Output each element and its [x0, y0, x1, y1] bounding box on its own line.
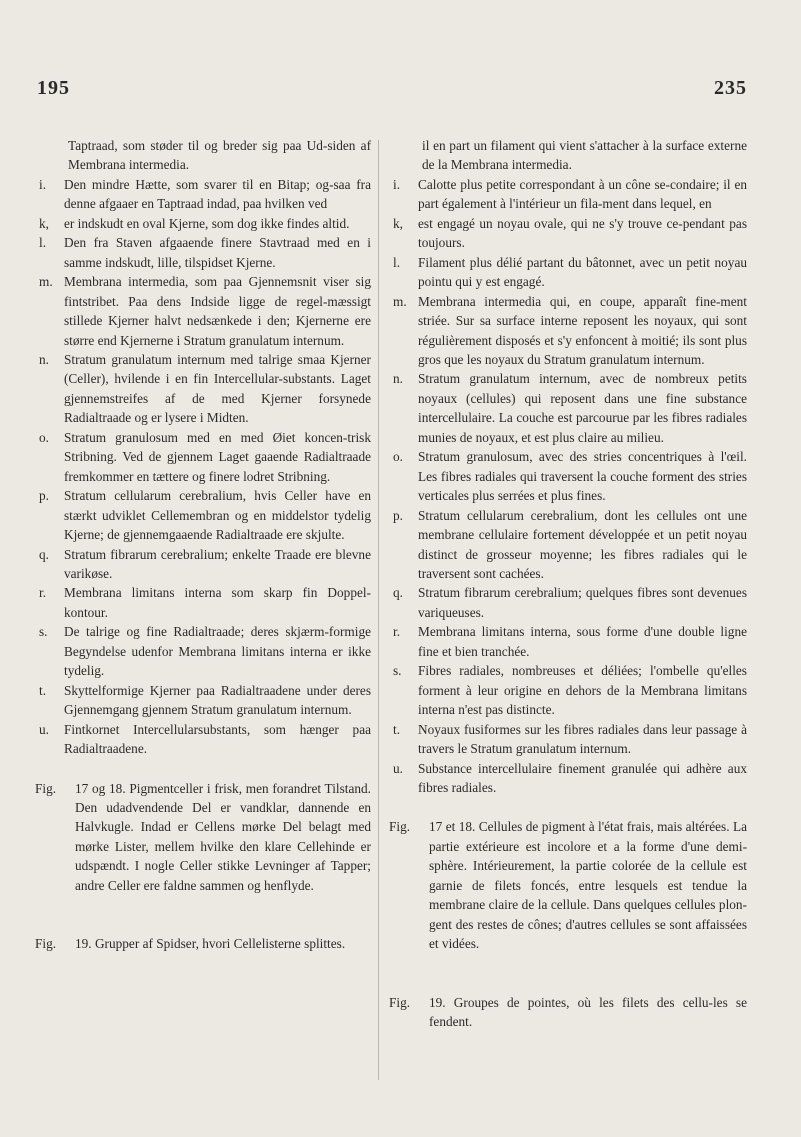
danish-column — [35, 136, 371, 954]
legend-entry — [35, 350, 371, 428]
legend-entry — [35, 486, 371, 544]
entry-label: k, — [39, 215, 49, 231]
entry-text: Membrana limitans interna, sous forme d'une double ligne fine et bien tranchée. — [418, 624, 747, 659]
legend-entry — [35, 233, 371, 272]
legend-entry — [389, 175, 747, 214]
intro-paragraph: il en part un filament qui vient s'attacher à la surface externe de la Membrana intermedia. — [422, 138, 747, 173]
legend-entry — [35, 545, 371, 584]
entry-text: Stratum cellularum cerebralium, dont les cellules ont une membrane cellulaire fortement développée et un petit noyau distinct de grosseur moyenne; les fibres radiales qui le traversent sont cachées. — [418, 507, 747, 581]
entry-label: r. — [39, 585, 47, 601]
entry-label: q. — [393, 585, 403, 601]
entry-label: i. — [39, 176, 47, 192]
entry-label: l. — [39, 235, 47, 251]
entry-text: Skyttelformige Kjerner paa Radialtraadene under deres Gjennemgang gjennem Stratum granulatum internum. — [64, 682, 371, 718]
page-number-right: 235 — [714, 77, 747, 99]
column-divider — [378, 140, 379, 1080]
entry-text: Fintkornet Intercellularsubstants, som hænger paa Radialtraadene. — [64, 721, 371, 757]
entry-label: m. — [393, 293, 407, 309]
legend-entry — [35, 214, 371, 233]
legend-entry — [389, 253, 747, 292]
entry-label: t. — [39, 682, 47, 698]
french-column — [389, 136, 747, 1031]
entry-text: Stratum fibrarum cerebralium; enkelte Traade ere blevne varikøse. — [64, 546, 371, 581]
entry-label: s. — [39, 624, 48, 640]
legend-entry — [389, 583, 747, 622]
legend-entry — [389, 661, 747, 719]
entry-label: u. — [393, 760, 403, 776]
entry-label: t. — [393, 721, 401, 737]
entry-label: l. — [393, 254, 401, 270]
legend-entry — [389, 506, 747, 584]
legend-entry — [389, 622, 747, 661]
entry-text: est engagé un noyau ovale, qui ne s'y trouve ce-pendant pas toujours. — [418, 215, 747, 251]
entry-text: Membrana limitans interna som skarp fin Doppel-kontour. — [64, 585, 371, 620]
legend-entry — [35, 272, 371, 350]
entry-text: Membrana intermedia qui, en coupe, apparaît fine-ment striée. Sur sa surface interne reposent les noyaux, qui sont régulièrement disposés et s'y enfoncent à moitié; ils sont plus gros que les noyaux du Stratum granulatum internum. — [418, 293, 747, 367]
legend-entry — [35, 622, 371, 680]
entry-label: q. — [39, 546, 49, 562]
entry-text: er indskudt en oval Kjerne, som dog ikke findes altid. — [64, 215, 350, 231]
figure-label: Fig. — [35, 936, 57, 952]
entry-label: o. — [39, 429, 49, 445]
figure-text: 17 et 18. Cellules de pigment à l'état frais, mais altérées. La partie extérieure est incolore et a la forme d'une demi-sphère. Intérieurement, la partie colorée de la cellule est garnie de filets foncés, entre lesquels est tendue la membrane claire de la cellule. Dans quelques cellules plon-gent des restes de cônes; d'autres cellules se sont affaissées et vidées. — [429, 819, 747, 952]
entry-text: Calotte plus petite correspondant à un cône se-condaire; il en part également à l'intérieur un fila-ment dans lequel, en — [418, 176, 747, 212]
entry-label: i. — [393, 176, 401, 192]
legend-entry — [389, 447, 747, 505]
entry-text: Filament plus délié partant du bâtonnet, avec un petit noyau pointu qui y est engagé. — [418, 254, 747, 290]
legend-entry — [35, 428, 371, 486]
legend-entry — [35, 583, 371, 622]
figure-label: Fig. — [389, 819, 411, 835]
entry-text: Stratum granulosum, avec des stries concentriques à l'œil. Les fibres radiales qui traversent la couche forment des stries verticales plus serrées et plus fines. — [418, 449, 747, 504]
figure-text: 19. Groupes de pointes, où les filets des cellu-les se fendent. — [429, 994, 747, 1030]
entry-text: Substance intercellulaire finement granulée qui adhère aux fibres radiales. — [418, 760, 747, 795]
figure-label: Fig. — [35, 780, 57, 796]
figure-caption — [35, 779, 371, 896]
entry-label: o. — [393, 449, 403, 465]
figure-caption — [35, 934, 371, 953]
entry-text: Membrana intermedia, som paa Gjennemsnit viser sig fintstribet. Paa dens Indside ligge de regel-mæssigt stillede Kjerner halvt nedsænkede i den; Kjernerne ere større end Kjernerne i Stratum granulatum internum. — [64, 274, 371, 348]
entry-label: r. — [393, 624, 401, 640]
legend-entry — [35, 681, 371, 720]
entry-label: u. — [39, 721, 49, 737]
entry-text: De talrige og fine Radialtraade; deres skjærm-formige Begyndelse udenfor Membrana limitans interna er ikke tydelig. — [64, 624, 371, 679]
entry-text: Stratum granulosum med en med Øiet koncen-trisk Stribning. Ved de gjennem Laget gaaende Radialtraade fremkommer en tættere og finere lodret Stribning. — [64, 429, 371, 484]
figure-text: 17 og 18. Pigmentceller i frisk, men forandret Tilstand. Den udadvendende Del er vandklar, dannende en Halvkugle. Indad er Cellens mørke Del belagt med mørke Lister, mellem hvilke den klare Cellehinde er udspændt. I nogle Celler stikke Levninger af Tapper; andre Celler ere faldne sammen og henflyde. — [75, 780, 371, 893]
entry-text: Fibres radiales, nombreuses et déliées; l'ombelle qu'elles forment à leur origine en dehors de la Membrana limitans interna n'est pas distincte. — [418, 663, 747, 718]
figure-text: 19. Grupper af Spidser, hvori Cellelisterne splittes. — [75, 936, 346, 952]
legend-entry — [389, 759, 747, 798]
entry-text: Noyaux fusiformes sur les fibres radiales dans leur passage à travers le Stratum granulatum internum. — [418, 721, 747, 757]
legend-entry — [389, 214, 747, 253]
legend-entry — [389, 369, 747, 447]
entry-text: Den mindre Hætte, som svarer til en Bitap; og-saa fra denne afgaaer en Taptraad indad, paa hvilken ved — [64, 176, 371, 212]
page-number-left: 195 — [37, 77, 70, 99]
entry-label: p. — [393, 507, 403, 523]
figure-label: Fig. — [389, 994, 411, 1010]
entry-label: p. — [39, 488, 49, 504]
entry-text: Stratum granulatum internum med talrige smaa Kjerner (Celler), hvilende i en fin Intercellular-substants. Laget gjennemstreifes af de med Kjerner forsynede Radialtraade og er lysere i Midten. — [64, 351, 371, 426]
legend-entry — [389, 720, 747, 759]
entry-label: n. — [39, 351, 49, 367]
legend-entry — [35, 720, 371, 759]
entry-text: Stratum cellularum cerebralium, hvis Celler have en stærkt udviklet Cellemembran og en middelstor tydelig Kjerne; de gjennemgaaende Radialtraade ere skjulte. — [64, 488, 371, 543]
entry-label: k, — [393, 215, 403, 231]
legend-entry — [35, 175, 371, 214]
legend-entry — [389, 292, 747, 370]
entry-label: m. — [39, 274, 53, 290]
entry-text: Stratum granulatum internum, avec de nombreux petits noyaux (cellules) qui reposent dans une fine substance intercellulaire. La couche est parcourue par les fibres radiales munies de noyaux, et est plus claire au milieu. — [418, 371, 747, 445]
entry-text: Den fra Staven afgaaende finere Stavtraad med en i samme indskudt, lille, tilspidset Kjerne. — [64, 235, 371, 270]
figure-caption — [389, 817, 747, 953]
entry-label: s. — [393, 663, 402, 679]
figure-caption — [389, 993, 747, 1032]
intro-paragraph: Taptraad, som støder til og breder sig paa Ud-siden af Membrana intermedia. — [68, 138, 371, 173]
entry-label: n. — [393, 371, 403, 387]
entry-text: Stratum fibrarum cerebralium; quelques fibres sont devenues variqueuses. — [418, 585, 747, 620]
